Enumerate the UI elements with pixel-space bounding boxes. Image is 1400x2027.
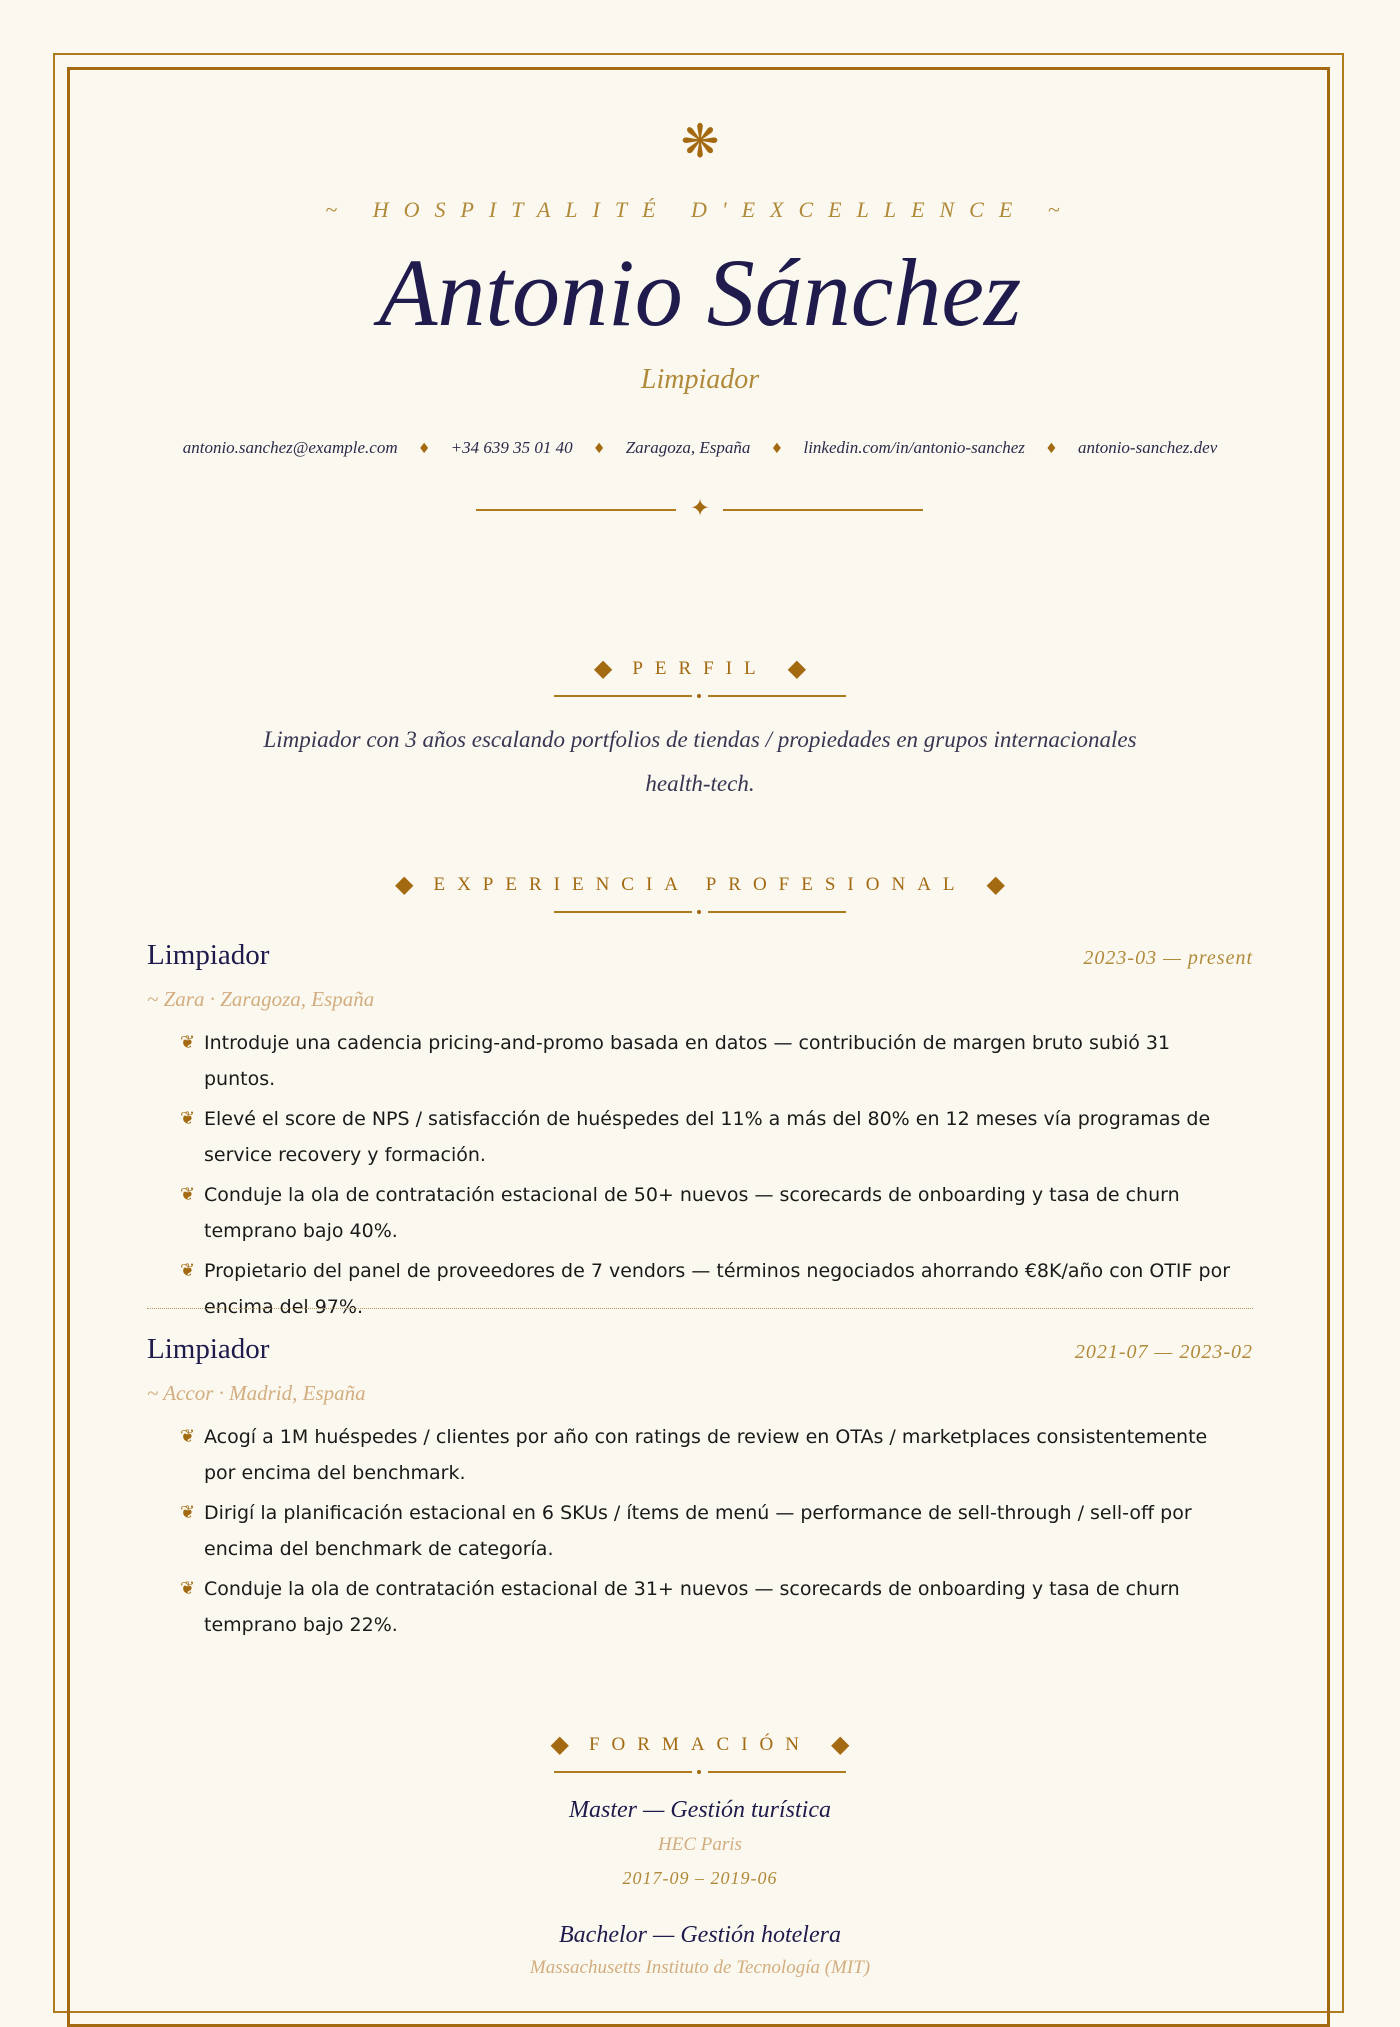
diamond-icon: ◆ [831,1730,850,1758]
diamond-icon: ◆ [395,870,414,898]
candidate-role: Limpiador [640,364,760,395]
floral-heart-bullet-icon: ❦ [180,1578,196,1599]
education-entry [147,1797,1253,1889]
section-title-experience [147,869,1253,929]
section-title-education [147,1729,1253,1789]
institution: Massachusetts Instituto de Tecnología (MIT) [529,1957,871,1978]
section-title-text: PERFIL [632,658,768,679]
section-underline [554,908,846,916]
section-title-profile [147,653,1253,713]
institution: HEC Paris [658,1834,742,1855]
candidate-name: Antonio Sánchez [378,239,1022,346]
floral-heart-bullet-icon: ❦ [180,1502,196,1523]
job-bullets [180,1025,1240,1329]
floral-heart-bullet-icon: ❦ [180,1032,196,1053]
contact-line [147,438,1253,458]
list-item: ❦ Acogí a 1M huéspedes / clientes por año con ratings de review en OTAs / marketplaces consistentemente por encima del benchmark. [180,1419,1240,1491]
list-item: ❦ Conduje la ola de contratación estacional de 31+ nuevos — scorecards de onboarding y tasa de churn temprano bajo 22%. [180,1571,1240,1643]
asterisk-flourish-icon: ❋ [680,114,720,168]
degree: Master — Gestión turística [569,1797,831,1823]
degree: Bachelor — Gestión hotelera [559,1922,841,1948]
contact-phone[interactable]: +34 639 35 01 40 [450,438,573,457]
floral-heart-bullet-icon: ❦ [180,1184,196,1205]
tagline: ~ HOSPITALITÉ D'EXCELLENCE ~ [325,197,1075,222]
contact-website[interactable]: antonio-sanchez.dev [1077,438,1218,457]
diamond-separator-icon: ♦ [770,441,784,457]
four-point-star-icon: ✦ [689,494,711,522]
diamond-separator-icon: ♦ [417,441,431,457]
job-title: Limpiador [147,1333,270,1365]
diamond-icon: ◆ [593,654,613,682]
profile-summary: Limpiador con 3 años escalando portfolios de tiendas / propiedades en grupos internacionales health-tech. [263,727,1137,796]
education-entry [147,1922,1253,1979]
job-bullets [180,1419,1240,1647]
list-item: ❦ Dirigí la planificación estacional en 6 SKUs / ítems de menú — performance de sell-through / sell-off por encima del benchmark de categoría. [180,1495,1240,1567]
entry-separator [147,1308,1253,1309]
divider-line [723,509,923,511]
job-title: Limpiador [147,939,270,971]
floral-heart-bullet-icon: ❦ [180,1260,196,1281]
diamond-separator-icon: ♦ [1045,441,1058,457]
floral-heart-bullet-icon: ❦ [180,1426,196,1447]
list-item: ❦ Propietario del panel de proveedores de 7 vendors — términos negociados ahorrando €8K/año con OTIF por encima del 97%. [180,1253,1240,1325]
list-item: ❦ Elevé el score de NPS / satisfacción de huéspedes del 11% a más del 80% en 12 meses vía programas de service recovery y formación. [180,1101,1240,1173]
diamond-icon: ◆ [550,1730,569,1758]
job-organization: ~ Zara · Zaragoza, España [147,987,375,1011]
education-dates: 2017-09 – 2019-06 [622,1868,778,1888]
contact-email[interactable]: antonio.sanchez@example.com [182,438,398,457]
contact-location: Zaragoza, España [625,438,751,457]
floral-heart-bullet-icon: ❦ [180,1108,196,1129]
list-item: ❦ Conduje la ola de contratación estacional de 50+ nuevos — scorecards de onboarding y tasa de churn temprano bajo 40%. [180,1177,1240,1249]
section-underline [554,692,846,700]
diamond-icon: ◆ [787,654,807,682]
job-dates: 2021-07 — 2023-02 [1074,1341,1253,1363]
contact-linkedin[interactable]: linkedin.com/in/antonio-sanchez [803,438,1025,457]
header-divider [147,494,1253,522]
section-title-text: EXPERIENCIA PROFESIONAL [433,874,967,895]
diamond-icon: ◆ [986,870,1005,898]
job-dates: 2023-03 — present [1083,947,1253,969]
list-item: ❦ Introduje una cadencia pricing-and-promo basada en datos — contribución de margen bruto subió 31 puntos. [180,1025,1240,1097]
section-title-text: FORMACIÓN [588,1734,812,1755]
section-underline [554,1768,846,1776]
diamond-separator-icon: ♦ [592,441,606,457]
job-organization: ~ Accor · Madrid, España [147,1381,366,1405]
divider-line [476,509,676,511]
